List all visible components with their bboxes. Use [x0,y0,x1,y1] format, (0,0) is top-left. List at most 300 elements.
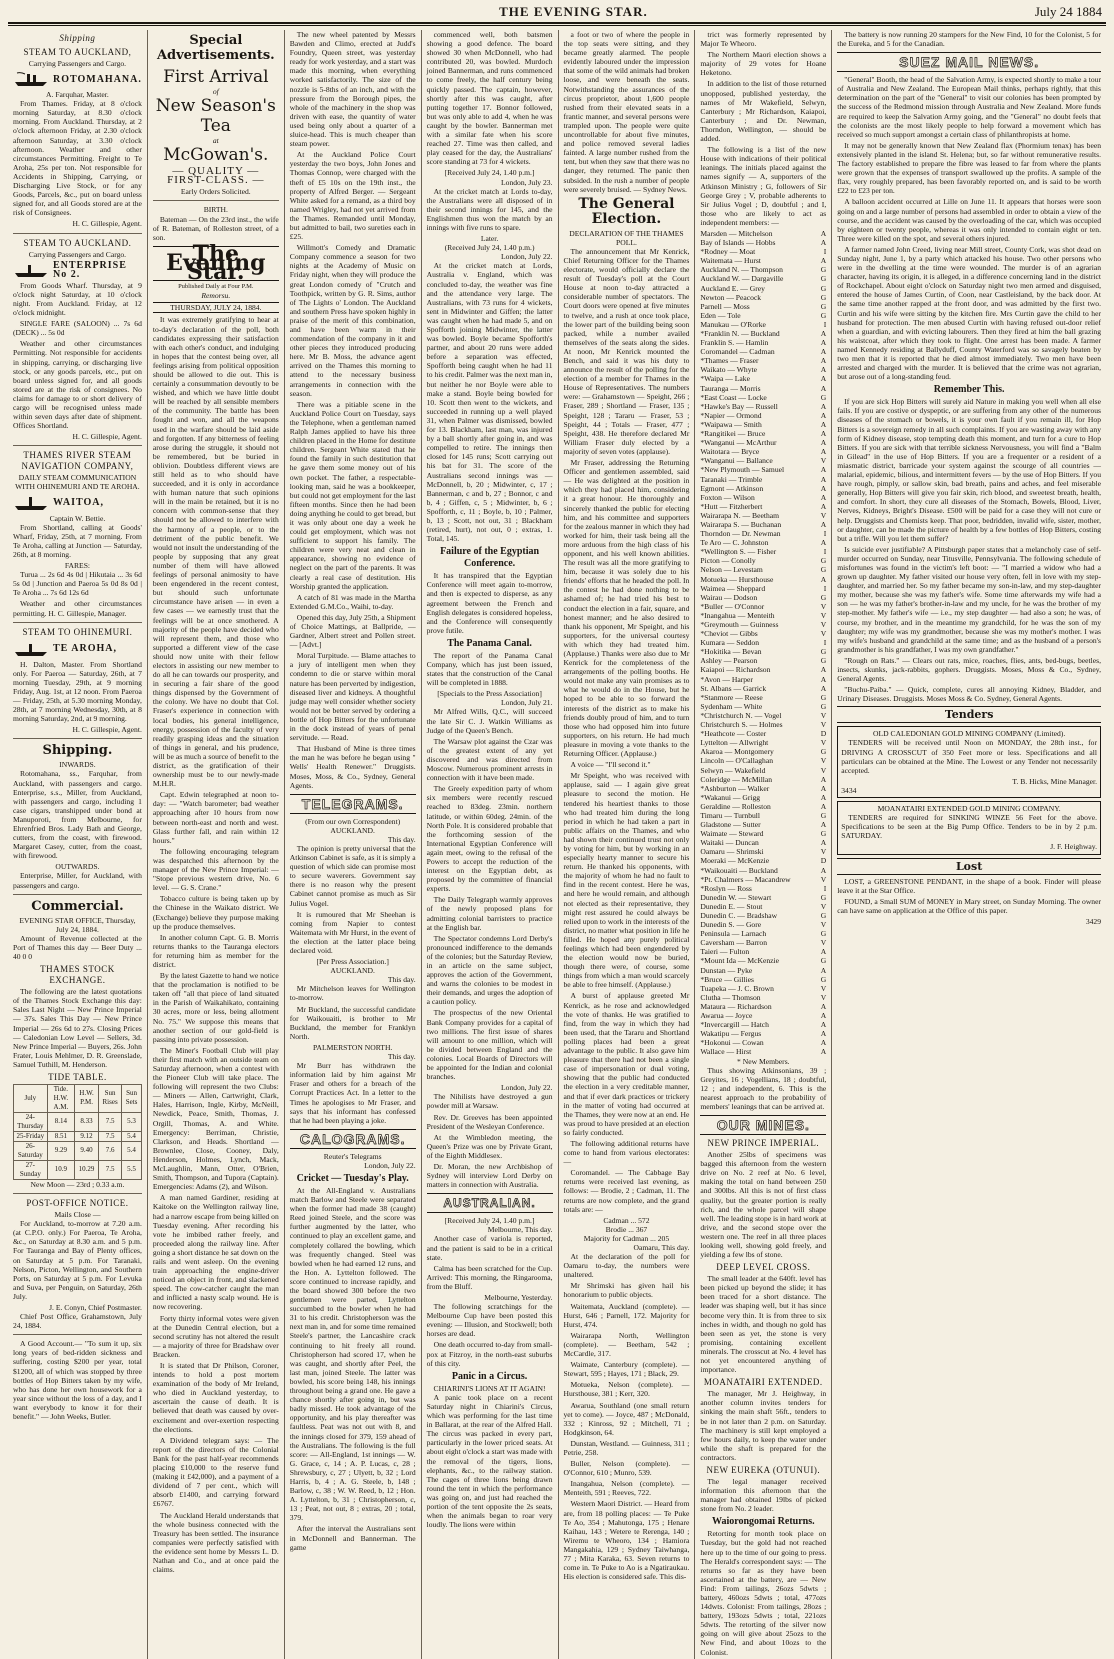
eureka-title: NEW EUREKA (OTUNUI). [706,1464,821,1475]
member-leaning: G [820,656,827,666]
birth-body: Bateman — On the 23rd inst., the wife of R. Bateman, of Rolleston street, of a son. [152,214,279,242]
tide-col-header: Sun Rises [99,1084,122,1112]
member-leaning: A [820,674,827,684]
divider [13,622,142,623]
member-seat: *Waikouaiti — Buckland [700,865,778,875]
telegram-place: AUCKLAND. [330,825,375,835]
member-leaning: A [820,465,827,475]
member-leaning: G [820,283,827,293]
member-leaning: G [820,392,827,402]
member-row [700,1011,826,1020]
member-seat: Nelson — Levestam [700,565,763,575]
news-paragraph: The Nihilists have destroyed a gun powder mill at Warsaw. [426,1092,553,1111]
member-seat: Dunedin W. — Stewart [700,892,772,902]
member-seat: *Thames — Fraser [700,356,759,366]
member-row [700,966,826,975]
news-paragraph: Coromandel. — The Cabbage Bay returns were received last evening, as follows: — Brodie, 2 ; Cadman, 11. The returns are now complete, and the grand totals are: — [563,1168,690,1214]
member-seat: *Wellington S. — Fisher [700,547,777,557]
member-row [700,784,826,793]
member-row [700,247,826,256]
news-paragraph: Moral Turpitude. — Blame attaches to a jury of intelligent men when they condemn to die or starve within moral nature has been perverted by indigestion, diseased liver and kidneys. A thoughtful judge may well consider whether society would not be better served by ordering a bottle of Hop Bitters for the unfortunate in the dock instead of years of penal servitude. — Read. [289,651,416,743]
river-ship-name: WAITOA, [53,497,104,509]
moanatairi-tender [837,801,1101,854]
steamship-icon [13,640,49,658]
member-leaning: V [820,992,827,1002]
telegrams-title: TELEGRAMS. [290,794,416,814]
member-row [700,1020,826,1029]
steam1-body: From Thames. Friday, at 8 o'clock morning Saturday, at 8.30 o'clock morning. From Auckland. Thursday, at 2 o'clock afternoon Friday, at 2.30 o'clock afternoon Saturday, at 3.30 o'clock afternoon. Weather and other circumstances Permitting. Freight to Te Aroha, 25s per ton. Not responsible for Accidents in Shipping, Carrying, or Discharging Live Stock, or for any Goods, Parcels, &c., put on board unless signed for, and all Goods stored are at the risk of Consignees. [13,99,142,218]
member-row [700,384,826,393]
divider [13,233,142,234]
tender-title: MOANATAIRI EXTENDED GOLD MINING COMPANY. [877,804,1061,814]
member-leaning: G [820,647,827,657]
moanatairi-title: MOANATAIRI EXTENDED. [703,1377,823,1388]
telegram-paragraph: The opinion is pretty universal that the Atkinson Cabinet is safe, as it is simply a question of which side can promise most to secure waverers. Government say there is no reason why the present Cabinet cannot promise as much as Sir Julius Vogel. [289,843,416,908]
commercial-title: Commercial. [31,898,124,914]
member-leaning: V [820,620,827,629]
news-paragraph: Thus showing Atkinsonians, 39 ; Greyites, 16 ; Vogellians, 18 ; doubtful, 12 ; and independent, 6. This is the nearest approach to the probability of members' leanings that can be arrived at. [700,1065,827,1111]
member-leaning: A [820,947,827,957]
member-seat: Waitemata — Hurst [700,256,761,266]
member-leaning: A [820,965,827,975]
member-leaning: V [820,756,827,766]
member-seat: Parnell — Moss [700,301,750,311]
member-row [700,502,826,511]
member-row [700,647,826,656]
member-leaning: A [820,365,827,375]
member-row [700,902,826,911]
member-row [700,256,826,265]
tide-header-row [14,1084,142,1112]
member-leaning: G [820,592,827,602]
member-row [700,947,826,956]
tide-title: TIDE TABLE. [48,1071,107,1082]
member-row [700,720,826,729]
member-row [700,656,826,665]
member-leaning: G [820,892,827,902]
member-leaning: G [820,929,827,939]
member-seat: Manukau — O'Rorke [700,319,766,329]
member-row [700,411,826,420]
member-seat: *Pt. Chalmers — Macandrew [700,874,791,884]
shipping-header: Shipping [59,33,96,43]
tenders-title: Tenders [837,706,1101,723]
news-paragraph: Awarua, Southland (one small return yet to come). — Joyce, 487 ; McDonald, 332 ; Kinross, 92 ; Mitchell, 71 ; Hodgkinson, 64. [563,1400,690,1437]
telegram-paragraph: Mr Mitchelson leaves for Wellington to-morrow. [289,984,416,1003]
member-row [700,975,826,984]
member-row [700,838,826,847]
member-leaning: A [820,401,827,411]
member-leaning: G [820,829,827,839]
member-seat: *Invercargill — Hatch [700,1020,769,1030]
lost-notice: LOST, a GREENSTONE PENDANT, in the shape of a book. Finder will please leave it at the Star Office. [837,876,1101,895]
special-ads-header: Special Advertisements. [156,33,275,63]
news-paragraph: A voice — "I'll second it." [570,760,651,770]
australian-title: AUSTRALIAN. [427,1193,553,1213]
table-row [14,1160,142,1179]
steamship-icon [13,494,49,512]
member-seat: Geraldine — Rolleston [700,801,771,811]
news-paragraph: The following additional returns have come to hand from various electorates: — [563,1138,690,1167]
steam3-title: STEAM TO OHINEMURI. [22,626,133,637]
news-paragraph: "General" Booth, the head of the Salvation Army, is expected shortly to make a tour of Australia and New Zealand. The European Mail thinks, perhaps rightly, that this determination on the part of the "General" to visit our colonies has been prompted by the success of the Redmond mission through Australia and New Zealand. More funds are required to keep the Salvation Army going, and the "General" no doubt feels that the colonists are the most likely people to help forward a movement which has received so much support amongst a certain class of philanthropists at home. [837,75,1101,139]
panic-continued: a foot or two of where the people in the top seats were sitting, and they became greatly alarmed. The people evidently laboured under the impression that some of the wild animals had broken loose, and were beneath the seats. Notwithstanding the assurances of the circus proprietor, about 1,600 people rushed from their elevated seats in a frantic manner, and several persons were trampled upon. The people were quite uncontrollable for about five minutes, and police removed several ladies fainted. A large number rushed from the tent, but when they saw that there was no danger, they returned. The panic then subsided. In the rush a number of people were severely bruised. — Sydney News. [563,30,690,194]
member-leaning: A [820,374,827,384]
member-leaning: A [820,383,827,393]
member-leaning: A [820,1001,827,1011]
member-leaning: A [820,329,827,338]
outwards-body: Enterprise, Miller, for Auckland, with passengers and cargo. [13,871,142,890]
member-row [700,847,826,856]
old-caledonian-tender [837,726,1101,798]
news-paragraph: Another case of variola is reported, and the patient is said to be in a critical state. [426,1234,553,1262]
tender-title: OLD CALEDONIAN GOLD MINING COMPANY (Limited). [873,729,1066,739]
member-row [700,756,826,765]
member-leaning: I [823,883,827,893]
member-row [700,511,826,520]
news-paragraph: A panic took place on a recent Saturday night in Chiarini's Circus, which was performing for the last time in Ballarat, at the rear of the Alfred Hall. The circus was packed in every part, particularly in the lower priced seats. At about eight o'clock a start was made with the removal of the tigers, lions, elephants, &c., to the railway station. The cages of three lions being drawn round the tent in which the performance was going on, and just had reached the portion of the tent opposite the 2s seats, when the animals began to roar very loudly. The lions were within [426,1392,553,1530]
news-paragraph: A farmer named John Creed, living near Mill street, County Cork, was shot dead on Sunday night, June 1, by a party which attacked his house. Two other persons who were in the dwelling at the time were wounded. The murder is of an agrarian character, having its origin, it is alleged, in a difference concerning land in the district of Rockchapel. About eight o'clock on Saturday night two men armed and disguised, entered the house of James Curtin, of Coon, near Castleisland, by the back door. At the same time another rapped at the front door, and was admitted by the first two. Curtin and his wife were sitting by the kitchen fire. Mrs Curtin gave the child to her husband for protection. The men abused Curtin with having refused out-door relief when a guardian, and with evicting labourers. Then they fired at him the ball grazing his waistcoat, after which they took to flight. One arrest has been made. A farmer named Kennedy residing at Ballyduff, County Waterford was so savagely beaten by two men that it is reported that he died almost immediately. Two men have been arrested and charged with the murder. It is believed that the crime was not agrarian, but arose out of a long-standing feud. [837,244,1101,382]
leader-paragraph: A man named Gardiner, residing at Kaitoke on the Wellington railway line, had a narrow escape from being killed on Tuesday evening. After recording his vote he imbibed rather freely, and proceeded along the railway line. After going a short distance he sat down on the rails and went asleep. On the evening train approaching the engine-driver noticed an object in front, and slackened speed. The cow-catcher caught the man and inflicted a nasty scalp wound. He is now recovering. [152,1193,279,1312]
member-leaning: G [820,556,827,566]
tea-ad-line7: Early Orders Solicited. [180,187,251,197]
later-label: Later. [480,234,499,244]
buchu-ad: "Buchu-Paiba." — Quick, complete, cures all annoying Kidney, Bladder, and Urinary Diseases. Druggists. Moses Moss & Co. Sydney, General Agents. [837,685,1101,704]
member-seat: Motueka — Hursthouse [700,574,774,584]
telegram-paragraph: Mr Burr has withdrawn the information laid by him against Mr Fraser and others for a breach of the Corrupt Practices Act. In a letter to the Times he apologises to Mr Fraser, and says that his informant has confessed that he had been playing a joke. [289,1061,416,1125]
member-row [700,711,826,720]
member-seat: Akaroa — Montgomery [700,747,774,757]
columns [8,30,1106,1657]
member-row [700,238,826,247]
member-seat: *Hokitika — Bevan [700,647,762,657]
deep-level-title: DEEP LEVEL CROSS. [716,1262,811,1273]
member-seat: *Mount Ida — McKenzie [700,956,780,966]
member-seat: Marsden — Mitchelson [700,228,773,238]
member-row [700,584,826,593]
hop-bitters-ad: If you are sick Hop Bitters will surely aid Nature in making you well when all else fails. If you are costive or dyspeptic, or are suffering from any other of the numerous diseases of the stomach or bowels, it is your own fault if you remain ill, for Hop Bitters is a sovereign remedy in all such complaints. If you are wasting away with any form of Kidney disease, stop tempting death this moment, and turn for a cure to Hop Bitters. If you are sick with that terrible sickness Nervousness, you will find a "Balm in Gilead" in the use of Hop Bitters. If you are a frequenter or a resident of a miasmatic district, barricade your system against the scourge of all countries — malarial, epidemic, bilious, and intermittent fevers — by the use of Hop Bitters. If you have rough, pimply, or sallow skin, bad breath, pains and aches, and feel miserable generally, Hop Bitters will give you fair skin, rich blood, and sweetest breath, health, and comfort. In short, they cure all diseases of the Stomach, Bowels, Blood, Liver, Nerves, Kidneys, Bright's Disease. £500 will be paid for a case they will not cure or help. Druggists and Chemists keep. That poor, bedridden, invalid wife, sister, mother, or daughter, can be made the picture of health by a few bottles of Hop Bitters, costing but a trifle. Will you let them suffer? [837,397,1101,543]
member-row [700,438,826,447]
member-seat: Waimea — Sheppard [700,583,766,593]
river-title: THAMES RIVER STEAM NAVIGATION COMPANY, [21,450,134,472]
column-4 [422,30,559,1659]
member-seat: Wairarapa N. — Beetham [700,510,780,520]
column-5 [559,30,696,1659]
member-leaning: I [823,547,827,557]
member-leaning: G [820,274,827,284]
member-leaning: I [823,638,827,648]
telegrams-sub: (From our own Correspondent) [305,816,401,826]
masthead [8,4,1106,20]
member-leaning: A [820,665,827,675]
river-master: Captain W. Bettie. [49,513,106,523]
news-paragraph: Waimate, Canterbury (complete). — Stewart, 595 ; Hayes, 171 ; Black, 29. [563,1360,690,1379]
news-paragraph: Dunstan, Westland. — Guinness, 311 ; Petrie, 258. [563,1438,690,1457]
member-seat: *Wanganui — McArthur [700,438,777,448]
received-note: (Received July 24, 1.40 p.m.) [444,243,535,253]
member-seat: Clutha — Thomson [700,992,761,1002]
steam2-ship-name: ENTERPRISE No 2. [53,259,127,280]
paper-title: The Evening Star. [153,246,279,281]
news-paragraph: That Husband of Mine is three times the man he was before he began using " Wells' Health Renewer." Druggists. Moses, Moss, & Co., Sydney, General Agents. [289,744,416,790]
member-leaning: A [820,419,827,429]
news-paragraph: It has transpired that the Egyptian Conference will meet again to-morrow, and then is expected to disperse, as any agreement between the French and English delegates is considered hopeless, and the Conference will consequently prove futile. [426,571,553,635]
tide-col-header: H.W. P.M. [75,1084,99,1112]
column-1 [8,30,148,1659]
member-leaning: A [820,501,827,511]
steam1-agent: H. C. Gillespie, Agent. [72,219,142,229]
steam1-sub: Carrying Passengers and Cargo. [28,59,127,68]
news-paragraph: A catch of 81 was made in the Martha Extended G.M.Co., Waihi, to-day. [289,592,416,611]
steam3-ship-name: TE AROHA, [53,643,118,655]
member-leaning: A [820,574,827,584]
member-seat: Thorndon — Dr. Newman [700,529,781,539]
news-paragraph: A burst of applause greeted Mr Kenrick, as he rose and acknowledged the vote of thanks. He was gratified to find, from the way in which they had been used, that the Tararu and Shortland polling places had been a great advantage to the public. It also gave him pleasure that there had not been a single case of impersonation or dual voting, showing that the public had conducted the election in a very creditable manner, and that if ever dark practices or trickery in the matter of voting had occurred at the Thames, they were now at an end. He was proud to have presided at an election so fairly conducted. [563,991,690,1137]
steam2-ship [13,261,142,279]
panic-caps: CHIARINI'S LIONS AT IT AGAIN! [433,1383,546,1393]
member-row [700,875,826,884]
member-row [700,365,826,374]
post-sub: Mails Close — [54,1210,101,1220]
member-leaning: V [820,610,827,620]
member-row [700,747,826,756]
member-row [700,1047,826,1056]
telegram-day: This day. [387,1052,416,1062]
member-leaning: D [820,729,827,739]
tea-advertisement [153,67,279,196]
news-paragraph: At the Auckland Police Court yesterday the two boys, John Jones and Thomas Connop, were charged with the theft of £5 10s on the 19th inst., the property of Alfred Berger. — Sergeant White asked for a remand, as a third boy named Wrigley, had not yet arrived from the Thames. Remanded until Monday, but admitted to bail, two sureties each in £25. [289,150,416,242]
tide-cell: 24-Thursday [14,1112,48,1131]
member-row [700,338,826,347]
member-leaning: A [820,820,827,830]
member-seat: *Cheviot — Gibbs [700,629,758,639]
tide-cell: 9.29 [47,1141,74,1160]
member-leaning: A [820,1020,827,1030]
specials-label: [Specials to the Press Association] [437,689,542,699]
member-row [700,893,826,902]
telegram-day: This day. [387,975,416,985]
member-row [700,393,826,402]
member-leaning: V [820,983,827,993]
member-row [700,329,826,338]
member-leaning: G [820,911,827,920]
dateline: Melbourne, This day. [487,1225,553,1235]
fares-title: FARES: [64,561,91,571]
member-row [700,493,826,502]
column-3 [285,30,422,1659]
commercial-office: EVENING STAR OFFICE, Thursday, July 24, 1884. [19,915,136,934]
news-paragraph: At the cricket match at Lords to-day, the Australians were all disposed of in their second innings for 145, and the Englishmen thus won the match by an innings with five runs to spare. [426,186,553,232]
news-paragraph: One death occurred to-day from small-pox at Fitzroy, in the north-east suburbs of this city. [426,1340,553,1368]
tide-cell: 8.33 [75,1112,99,1131]
member-row [700,602,826,611]
member-seat: Taieri — Fulton [700,947,750,957]
member-leaning: A [820,438,827,448]
steam2-agent: H. C. Gillespie, Agent. [72,432,142,442]
news-paragraph: The Daily Telegraph warmly approves of the newly proposed plans for admitting colonial barristers to practice at the English bar. [426,895,553,932]
leader-paragraph: The Miner's Football Club will play their first match with an outside team on Saturday afternoon, when a contest with the Pioneer Club will take place. The following will represent the two Clubs: — Miners — Allen, Cartwright, Clark, Hales, Harrison, Ingle, Kirby, McNeill, Newdick, Peace, Smith, Thomas, J. Orgill, Thomas, A. and White. Emergency: Berriman, Christie, Clarkson, and Heads. Shortland — Brownlee, Close, Cooney, Daly, Henderson, Holmes, Lynch, Mack, McLaughlin, Mann, Otter, O'Brien, Smith, Thompson, and Tupora (Captain). Emergencies: Adams (2), and Wilson. [152,1045,279,1192]
steam2-fares: SINGLE FARE (SALOON) ... 7s 6d (DECK) ... 5s 0d [13,319,142,338]
member-seat: Peninsula — Larnach [700,929,767,939]
calograms-sub: Reuter's Telegrams [323,1151,382,1161]
member-row [700,693,826,702]
member-leaning: V [820,720,827,730]
member-seat: Timaru — Turnbull [700,810,761,820]
member-row [700,356,826,365]
member-seat: *Wakanui — Grigg [700,792,761,802]
member-leaning: A [820,447,827,457]
news-paragraph: Opened this day, July 25th, a Shipment of Choice Mattings, at Ballpride, — Gardner, Albert street and Pollen street. — [Advt.] [289,612,416,650]
river-sub: DAILY STEAM COMMUNICATION WITH OHINEMURI AND TE AROHA. [15,473,140,492]
member-seat: *Hutt — Fitzherbert [700,501,763,511]
news-paragraph: The small leader at the 640ft. level has been picked up beyond the slide; it has been traced for a short distance. The leader was shaping well, but it has since become very thin. It is from three to six inches in width, and though no gold has been seen as yet, the stone is very promising, containing excellent minerals. The crosscut at No. 4 level has not yet encountered anything of importance. [700,1274,827,1375]
member-row [700,665,826,674]
member-leaning: A [820,1038,827,1048]
cricket-body: At the All-England v. Australians match Barlow and Steele were separated when the former had made 38 (caught) Reed joined Steele, and the score was further augmented by the latter, who continued to play an excellent game, and completely collared the bowling, which was frequently changed. Steel was bowled when he had earned 12 runs, and the Hon. A. Lyttelton followed. The score continued to increase rapidly, and the board showed 300 before the two gentlemen were parted, Lyttelton succumbed to the bowler when he had 31 to his credit. Christopherson was the next man in, and for some time remained Steele's partner, the Lancashire crack continuing to hit freely all round. Christopherson had scored 17, when he was caught, and shortly after Peel, the last man, joined Steele. The latter was bowled, his score being 148, his innings throughout being a grand one. He gave a chance shortly after going in, but was badly missed. He took advantage of the opportunity, and his play thereafter was faultless. Peat was not out with 8, and the innings closed for 379, 159 ahead of the Australians. The following is the full score: — All-England, 1st innings — W. G. Grace, c, 14 ; A. P. Lucas, c, 28 ; Shrewsbury, c, 27 ; Ulyett, b, 32 ; Lord Harris, b, 4 ; A. G. Steele, b, 148 ; Barlow, c, 38 ; W. W. Reed, b, 12 ; Hon. A. Lyttelton, b, 31 ; Christopherson, c, 13 ; Peat, not out, 8 ; extras, 20 ; total, 379. [289,1185,416,1523]
member-row [700,984,826,993]
member-leaning: A [820,338,827,348]
tide-col-header: Tide. H.W. A.M. [47,1084,74,1112]
member-seat: Newton — Peacock [700,292,762,302]
member-seat: *East Coast — Locke [700,392,767,402]
news-paragraph: Dr. Moran, the new Archbishop of Sydney will interview Lord Derby on matters in connection with Australia. [426,1161,553,1190]
member-leaning: A [820,865,827,875]
member-seat: *Rodney — Moat [700,247,756,257]
tide-cell: 9.40 [75,1141,99,1160]
member-seat: *Franklin N. — Buckland [700,329,780,338]
tide-cell: 10.29 [75,1160,99,1179]
member-row [700,738,826,747]
exchange-title: THAMES STOCK EXCHANGE. [40,964,115,986]
member-row [700,811,826,820]
member-seat: Coleridge — McMillan [700,774,773,784]
news-paragraph: At the Wimbledon meeting, the Queen's Prize was one by Private Grant, of the Eighth Middlesex. [426,1132,553,1160]
steam2-title: STEAM TO AUCKLAND. [23,237,132,248]
good-account-ad: A Good Account.— "To sum it up, six long years of bed-ridden sickness and suffering, costing $200 per year, total $1200, all of which was stopped by three bottles of Hop Bitters taken by my wife, who has done her own housework for a year since without the loss of a day, and I want everybody to know it for their benefit." — John Weeks, Butler. [13,1339,142,1422]
member-row [700,956,826,965]
news-paragraph: Willmott's Comedy and Dramatic Company commence a season for two nights at the Academy of Music on Friday night, when they will produce the great London comedy of "Crutch and Toothpick, written by G. R. Sims, author of The Lights o' London. The Auckland and southern Press have spoken highly in praise of the merit of this combination, and have been warm in their commendation of the company in it and other pieces they introduced producing here. Mr B. Moss, the advance agent arrived on the Thames this morning to attend to the necessary business arrangements in connection with the season. [289,243,416,398]
member-row [700,993,826,1002]
member-seat: Foxton — Wilson [700,492,755,502]
tender-body: TENDERS are required for SINKING WINZE 56 Feet for the above. Specifications to be seen at the Big Pump Office. Tenders to be in by 2 p.m. SATURDAY. [841,813,1097,841]
member-seat: Dunstan — Pyke [700,965,753,975]
member-leaning: A [820,783,827,793]
news-paragraph: The Greely expedition party of whom six members were recently rescued reached to 83deg. 23min. northern latitude, or within 60deg. 24min. of the North Pole. It is considered probable that the forthcoming session of the International Egyptian Conference will again meet, owing to the refusal of the Powers to accept the reduction of the interest on the Egyptian debt, as proposed by the committee of financial experts. [426,784,553,894]
member-leaning: A [820,429,827,439]
press-association: [Per Press Association.] [316,957,389,967]
tender-sign: T. B. Hicks, Mine Manager. [1012,776,1097,786]
member-leaning: A [820,1029,827,1039]
member-leaning: A [820,347,827,357]
received-note: [Received July 24, 1.40 p.m.] [444,1216,535,1226]
member-leaning: V [820,847,827,857]
member-seat: *Bruce — Gillies [700,974,754,984]
column-6 [695,30,832,1659]
shipping-title: Shipping. [42,743,113,759]
member-leaning: V [820,920,827,930]
member-leaning: V [820,456,827,466]
member-seat: Waitotara — Bryce [700,447,760,457]
member-seat: Wakatipu — Fergus [700,1029,762,1039]
egypt-title: Failure of the Egyptian Conference. [440,546,540,570]
news-paragraph: The following scratchings for the Melbourne Cup have been posted this evening: — Illusion, and Stockwell; both horses are dead. [426,1302,553,1339]
news-paragraph: Inangahua, Nelson (complete). — Menteith, 591 ; Reeves, 722. [563,1479,690,1498]
member-leaning: I [823,529,827,539]
member-seat: Tauranga — Morris [700,383,761,393]
member-seat: *Christchurch N. — Vogel [700,710,782,720]
member-seat: Wairarapa S. — Buchanan [700,519,782,529]
table-row [14,1131,142,1141]
member-seat: *Waipawa — Smith [700,419,762,429]
tea-ad-line5: McGowan's. [163,145,269,166]
steam3-body: H. Dalton, Master. From Shortland only. For Paeroa — Saturday, 26th, at 7 morning Tuesday, 29th, at 9 morning Friday, Aug. 1st, at 12 noon. From Paeroa — Friday, 25th, at 5.30 morning Monday, 28th, at 7 morning Wednesday, 30th, at 8 morning Saturday, 2nd, at 9 morning. [13,659,142,724]
member-seat: Moeraki — McKenzie [700,856,770,866]
divider [13,894,142,895]
news-paragraph: The new wheel patented by Messrs Bawden and Climo, erected at Judd's Foundry, Queen street, was yesterday ready for work yesterday, and a start was made this morning, when everything worked satisfactorily. The size of the nozzle is 5-8ths of an inch, and with the pressure from the Borough pipes, the whole of the machinery in the shop was driven with ease, the quantity of water used being only about a quarter of a sluice-head. This is much cheaper than steam power. [289,30,416,149]
tide-cell: 7.5 [99,1131,122,1141]
declaration-title: DECLARATION OF THE THAMES POLL. [569,228,684,247]
tide-col-header: Sun Sets [122,1084,142,1112]
member-row [700,1002,826,1011]
leader-paragraph: Forty thirty informal votes were given at the Dunedin Central election, but a second scrutiny has not altered the result — a majority of three for Bradshaw over Bracken. [152,1313,279,1359]
lost-title: Lost [837,858,1101,875]
commercial-body: Amount of Revenue collected at the Port of Thames this day — Beer Duty ... 40 0 0 [13,933,142,962]
member-row [700,911,826,920]
member-leaning: G [820,747,827,757]
member-leaning: A [820,538,827,548]
tea-ad-line1: First Arrival [163,67,269,87]
news-paragraph: The Spectator condemns Lord Derby's pronounced indifference to the demands of the colonies; but the Saturday Review, in an article on the same subject, approves the action of the Government, and warns the colonies to be modest in their demands, and urges the adoption of a caution policy. [426,933,553,1007]
river-body: From Shortland, calling at Goods' Wharf, Friday, 25th, at 7 morning. From Te Aroha, calling at Junction — Saturday, 26th, at 8 morning. [13,522,142,559]
member-seat: Auckland E. — Grey [700,283,765,293]
member-seat: Wallace — Hirst [700,1047,752,1057]
member-row [700,547,826,556]
member-seat: Kaiapoi — Richardson [700,665,771,675]
news-paragraph: The battery is now running 20 stampers for the New Find, 10 for the Colonist, 5 for the Eureka, and 5 for the Canadian. [837,30,1101,49]
leader-paragraph: By the latest Gazette to hand we notice that the proclamation is notified to be taken off "all that piece of land situated in the Parish of Waikahikato, containing 30 acres, more or less, being allotment No. 75." We suppose this means that another section of our gold-field is passing into private possession. [152,971,279,1044]
tender-body: TENDERS will be received until Noon on MONDAY, the 28th inst., for DRIVING A CROSSCUT of 350 Feet more or less. Specifications and all particulars can be obtained at the Mine. The Lowest or any Tender not necessarily accepted. [841,738,1097,775]
member-row [700,293,826,302]
tea-ad-line6: — QUALITY — FIRST-CLASS. — [167,165,265,187]
panic-title: Panic in a Circus. [451,1370,528,1382]
news-paragraph: Buller, Nelson (complete). — O'Connor, 610 ; Munro, 539. [563,1459,690,1478]
member-leaning: A [820,238,827,248]
leader-paragraph: Tobacco culture is being taken up by the Chinese in the Waikato district. We (Exchange) believe they purpose making up the produce themselves. [152,894,279,931]
leader-paragraph: It was extremely gratifying to hear at to-day's declaration of the poll, both candidates expressing their satisfaction with each other's conduct, and indulging in hopes that the contest being over, all feelings arising from political opposition should be allowed to die out. This is certainly a consummation devoutly to be wished, and which we have little doubt will be reached by all sensible members of the community. The battle has been fought and won, and all the weapons used in the warfare should be laid aside and forgotten. If any bitterness of feeling arose during the struggle, it should not be remembered, but be buried in oblivion. Doubtless different views are still held as to who should have succeeded, and it is only in accordance with human nature that such opinions will in the main be retained, but it is no concern with common-sense that they should not be allowed to interfere with the harmony of a people, or to the detriment of the public benefit. We would not insult the understanding of the people by supposing that any great number of them will have allowed feelings of personal animosity to have been engendered in the recent contest, but should such unfortunate circumstance have arisen — in even a few cases — we earnestly trust that the feelings will be at once smothered. A majority of the people have decided who will represent them, and those who supported a different view of the case should now unite with their fellow electors in assisting our new member to do all he can towards our prosperity, and in securing a fair share of the good things dispensed by the Government of the colony. We have no doubt that Col. Fraser's experience in connection with local bodies, his general intelligence, energy, possession of the faculty of very readily grasping ideas and the situation of things in general, and his prudence, will be as much a source of benefit to the district, as the gratification of their ownership must be to our newly-made M.H.R. [152,315,279,789]
member-row [700,884,826,893]
member-row [700,538,826,547]
news-paragraph: Mr Shrimski has given hail his honorarium to public objects. [563,1281,690,1300]
member-seat: *Stanmore — Reese [700,692,763,702]
tide-cell: 7.6 [99,1141,122,1160]
member-row [700,374,826,383]
leader-paragraph: A Dividend telegram says: — The report of the directors of the Colonial Bank for the past half-year recommends placing £10,000 to the reserve fund (making it £42,000), and a payment of a dividend of 7 per cent., which will absorb £1400, and carrying forward £6767. [152,1435,279,1509]
brodie-total: Brodie ... 367 [605,1224,648,1234]
member-leaning: A [820,792,827,802]
member-row [700,447,826,456]
member-leaning: G [820,565,827,575]
calograms-title: CALOGRAMS. [290,1129,416,1149]
news-paragraph: Mr Alfred Wills, Q.C., will succeed the late Sir C. J. Watkin Williams as Judge of the Queen's Bench. [426,707,553,735]
member-seat: *Heathcote — Coster [700,729,767,739]
member-row [700,611,826,620]
member-seat: Dunedin C. — Bradshaw [700,911,778,920]
member-leaning: I [823,583,827,593]
member-row [700,456,826,465]
member-seat: Dunedin S. — Gore [700,920,762,930]
member-row [700,802,826,811]
tide-cell: 7.5 [99,1160,122,1179]
